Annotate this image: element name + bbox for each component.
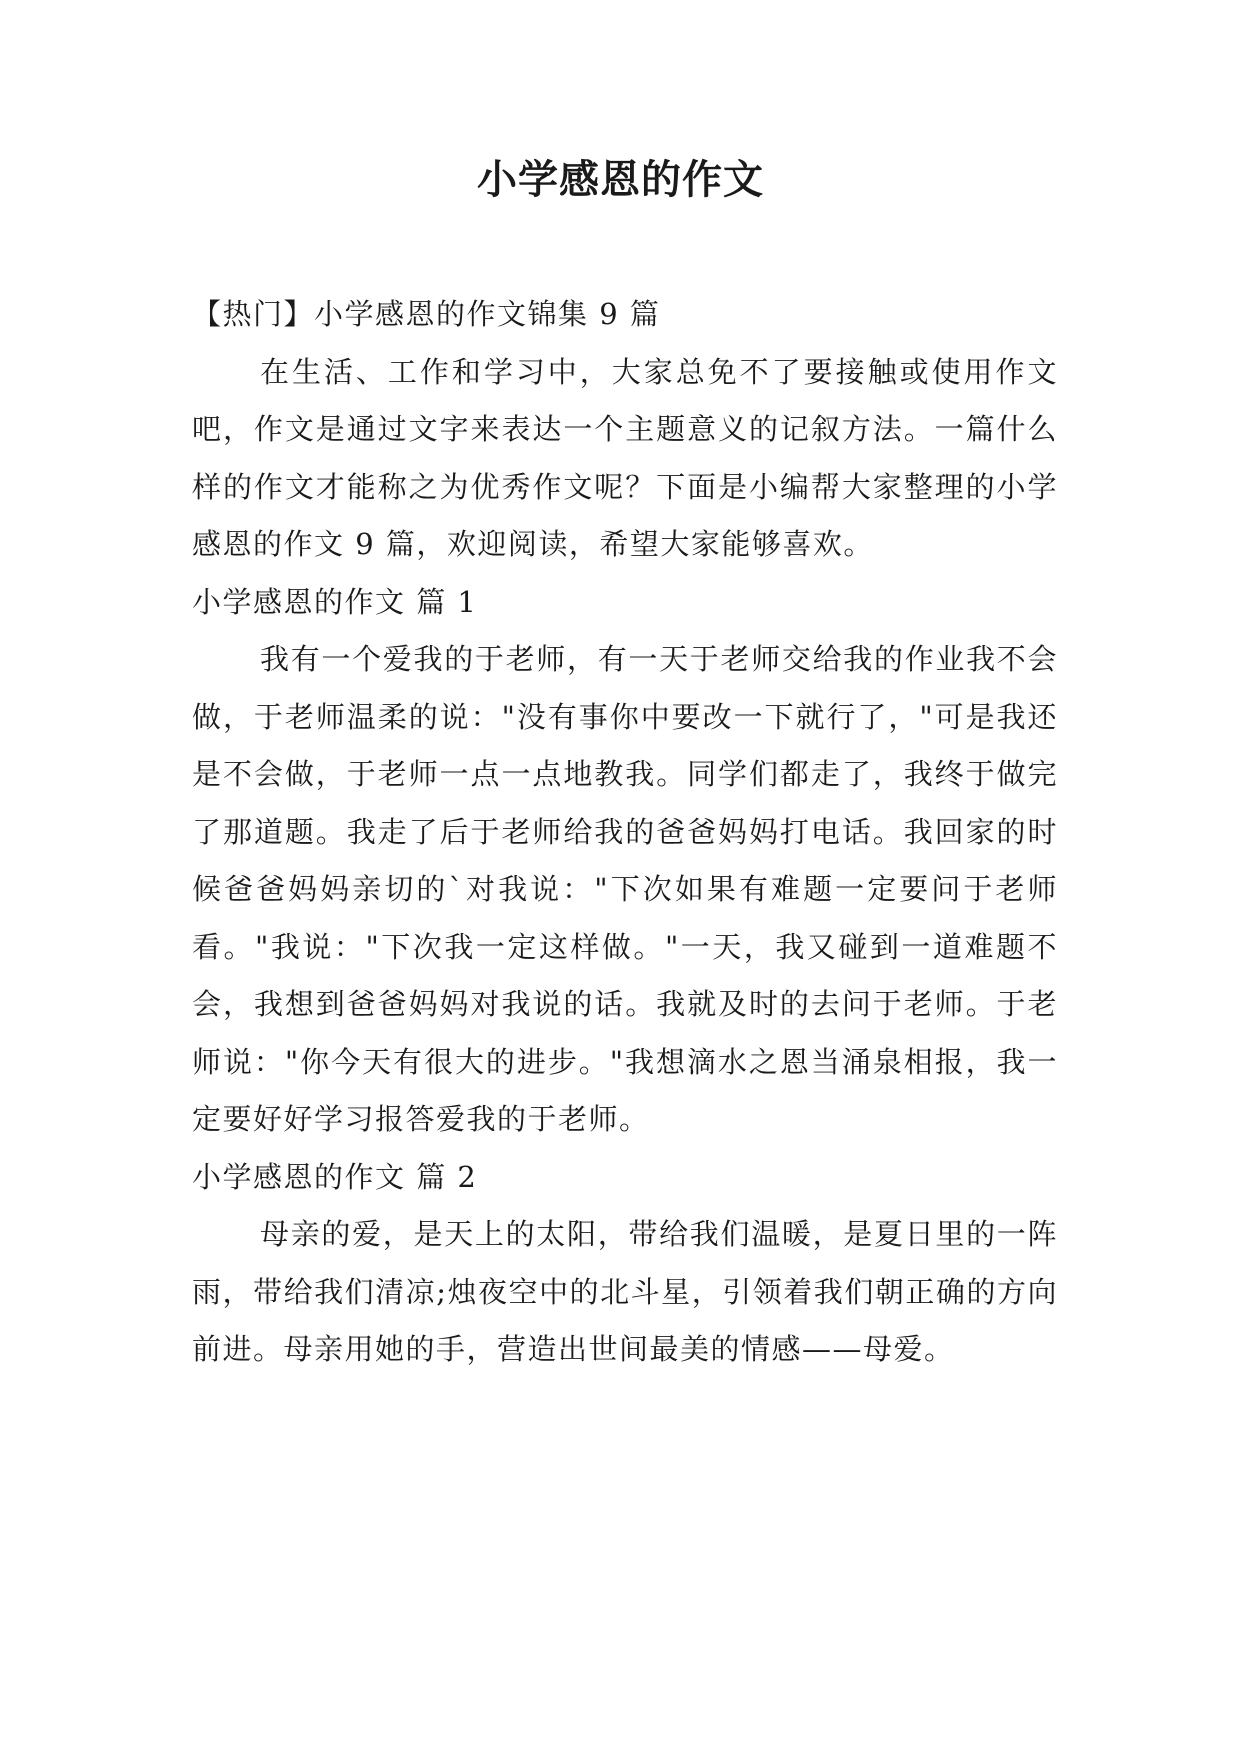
intro-paragraph: 在生活、工作和学习中，大家总免不了要接触或使用作文吧，作文是通过文字来表达一个主题意义的记叙方法。一篇什么样的作文才能称之为优秀作文呢？下面是小编帮大家整理的小学感恩的作文 9 篇，欢迎阅读，希望大家能够喜欢。: [192, 354, 1058, 561]
document-title: 小学感恩的作文: [477, 156, 764, 203]
document-body: [192, 286, 1058, 1379]
section-body-2: 母亲的爱，是天上的太阳，带给我们温暖，是夏日里的一阵雨，带给我们清凉;烛夜空中的北斗星，引领着我们朝正确的方向前进。母亲用她的手，营造出世间最美的情感——母爱。: [192, 1217, 1058, 1366]
section-heading-1: 小学感恩的作文 篇 1: [192, 584, 478, 619]
section-body-1: 我有一个爱我的于老师，有一天于老师交给我的作业我不会做，于老师温柔的说："没有事你中要改一下就行了，"可是我还是不会做，于老师一点一点地教我。同学们都走了，我终于做完了那道题。我走了后于老师给我的爸爸妈妈打电话。我回家的时候爸爸妈妈亲切的`对我说："下次如果有难题一定要问于老师看。"我说："下次我一定这样做。"一天，我又碰到一道难题不会，我想到爸爸妈妈对我说的话。我就及时的去问于老师。于老师说："你今天有很大的进步。"我想滴水之恩当涌泉相报，我一定要好好学习报答爱我的于老师。: [192, 642, 1058, 1136]
section-heading-2: 小学感恩的作文 篇 2: [192, 1159, 478, 1194]
document-subtitle: 【热门】小学感恩的作文锦集 9 篇: [192, 297, 661, 331]
